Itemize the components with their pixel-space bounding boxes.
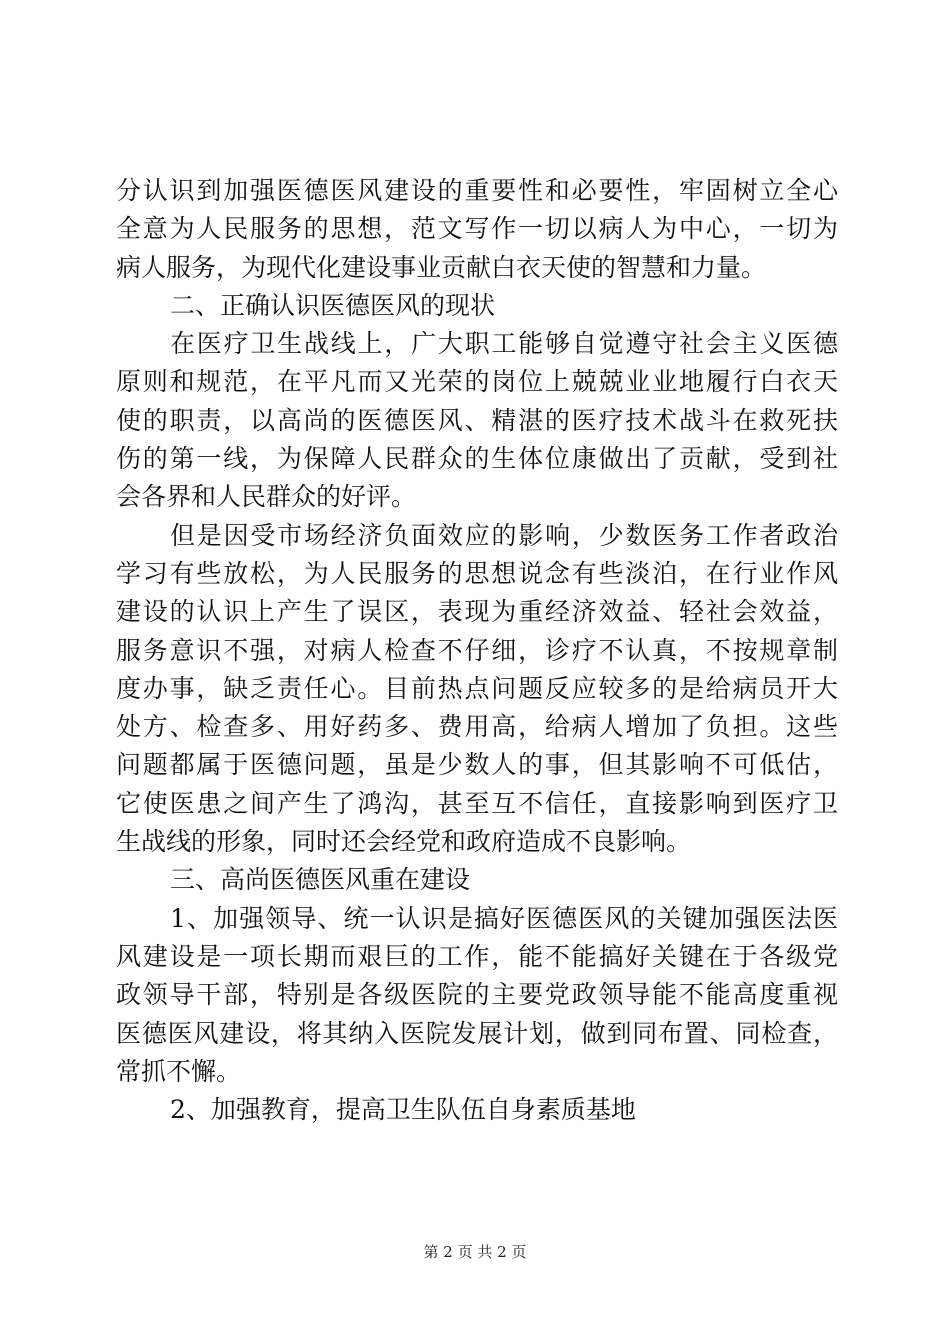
text-line: 生战线的形象，同时还会经党和政府造成不良影响。: [116, 827, 692, 857]
text-line: 风建设是一项长期而艰巨的工作，能不能搞好关键在于各级党: [116, 941, 838, 971]
text-line: 分认识到加强医德医风建设的重要性和必要性，牢固树立全心: [116, 176, 838, 205]
text-line: 它使医患之间产生了鸿沟，甚至互不信任，直接影响到医疗卫: [116, 788, 838, 818]
text-line: 1、加强领导、统一认识是搞好医德医风的关键加强医法医: [170, 903, 838, 933]
text-line: 处方、检查多、用好药多、费用高，给病人增加了负担。这些: [116, 712, 838, 742]
text-line: 使的职责，以高尚的医德医风、精湛的医疗技术战斗在救死扶: [116, 405, 838, 435]
text-line: 会各界和人民群众的好评。: [116, 482, 417, 512]
text-line: 2、加强教育，提高卫生队伍自身素质基地: [170, 1095, 636, 1125]
page-footer: 第 2 页 共 2 页: [423, 1243, 527, 1261]
text-line: 全意为人民服务的思想，范文写作一切以病人为中心，一切为: [116, 214, 838, 244]
text-line: 但是因受市场经济负面效应的影响，少数医务工作者政治: [170, 520, 838, 550]
text-line: 度办事，缺乏责任心。目前热点问题反应较多的是给病员开大: [116, 673, 838, 703]
text-line: 病人服务，为现代化建设事业贡献白衣天使的智慧和力量。: [116, 252, 767, 282]
text-line: 建设的认识上产生了误区，表现为重经济效益、轻社会效益，: [116, 597, 838, 627]
text-line: 学习有些放松，为人民服务的思想说念有些淡泊，在行业作风: [116, 558, 838, 588]
text-line: 原则和规范，在平凡而又光荣的岗位上兢兢业业地履行白衣天: [116, 367, 838, 397]
text-line: 三、高尚医德医风重在建设: [170, 865, 471, 895]
text-line: 服务意识不强，对病人检查不仔细，诊疗不认真，不按规章制: [116, 635, 838, 665]
text-line: 常抓不懈。: [116, 1056, 242, 1086]
text-line: 在医疗卫生战线上，广大职工能够自觉遵守社会主义医德: [170, 329, 838, 359]
text-line: 政领导干部，特别是各级医院的主要党政领导能不能高度重视: [116, 980, 838, 1010]
text-line: 二、正确认识医德医风的现状: [170, 290, 496, 320]
text-line: 伤的第一线，为保障人民群众的生体位康做出了贡献，受到社: [116, 444, 838, 474]
document-body: [116, 172, 838, 1129]
text-line: 问题都属于医德问题，虽是少数人的事，但其影响不可低估，: [116, 750, 838, 780]
text-line: 医德医风建设，将其纳入医院发展计划，做到同布置、同检查，: [116, 1018, 838, 1048]
